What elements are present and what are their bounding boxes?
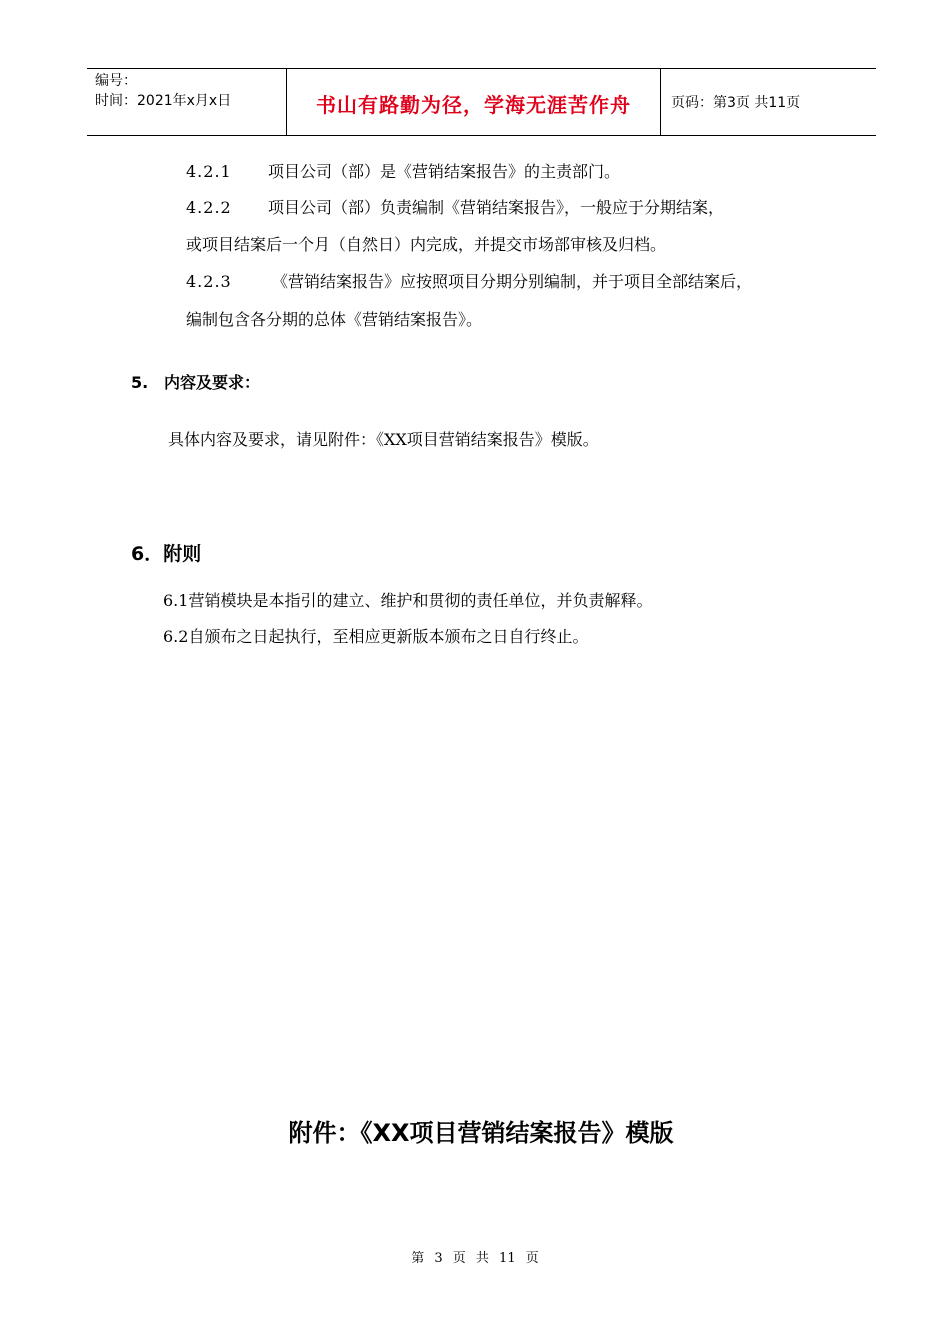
clause-text: 项目公司（部）负责编制《营销结案报告》，一般应于分期结案， xyxy=(268,198,725,217)
clause-number: 4.2.1 xyxy=(186,162,232,181)
appendix-title: 附件：《XX项目营销结案报告》模版 xyxy=(288,1119,674,1147)
clause-number: 4.2.3 xyxy=(186,272,232,291)
header-page-cell xyxy=(661,69,876,135)
clause-4-2-1 xyxy=(186,162,620,182)
clause-text: 《营销结案报告》应按照项目分期分别编制，并于项目全部结案后， xyxy=(272,272,753,291)
page-footer: 第 3 页 共 11 页 xyxy=(411,1251,539,1266)
section-title: 内容及要求： xyxy=(164,373,261,392)
clause-4-2-3 xyxy=(186,272,752,292)
clause-6-1: 6.1营销模块是本指引的建立、维护和贯彻的责任单位，并负责解释。 xyxy=(163,591,653,610)
header-meta-cell xyxy=(87,69,287,135)
clause-6-2: 6.2自颁布之日起执行，至相应更新版本颁布之日自行终止。 xyxy=(163,627,589,646)
clause-number: 4.2.2 xyxy=(186,198,232,217)
header-motto-cell xyxy=(287,69,661,135)
section-6-heading: 6．附则 xyxy=(131,543,202,565)
document-header xyxy=(87,68,876,136)
header-page-label: 页码：第3页 共11页 xyxy=(671,95,801,111)
document-time-label: 时间：2021年x月x日 xyxy=(95,93,232,109)
section-number: 5. xyxy=(131,373,149,392)
clause-4-2-3-continued xyxy=(186,310,482,330)
section-5-heading xyxy=(131,370,260,393)
clause-text: 或项目结案后一个月（自然日）内完成，并提交市场部审核及归档。 xyxy=(186,235,667,254)
section-5-body: 具体内容及要求，请见附件：《XX项目营销结案报告》模版。 xyxy=(168,430,599,449)
clause-text: 编制包含各分期的总体《营销结案报告》。 xyxy=(186,310,483,329)
document-code-label: 编号： xyxy=(95,73,137,89)
clause-4-2-2-continued xyxy=(186,235,666,255)
clause-text: 项目公司（部）是《营销结案报告》的主责部门。 xyxy=(268,162,621,181)
clause-4-2-2 xyxy=(186,198,724,218)
header-motto: 书山有路勤为径，学海无涯苦作舟 xyxy=(316,92,631,117)
